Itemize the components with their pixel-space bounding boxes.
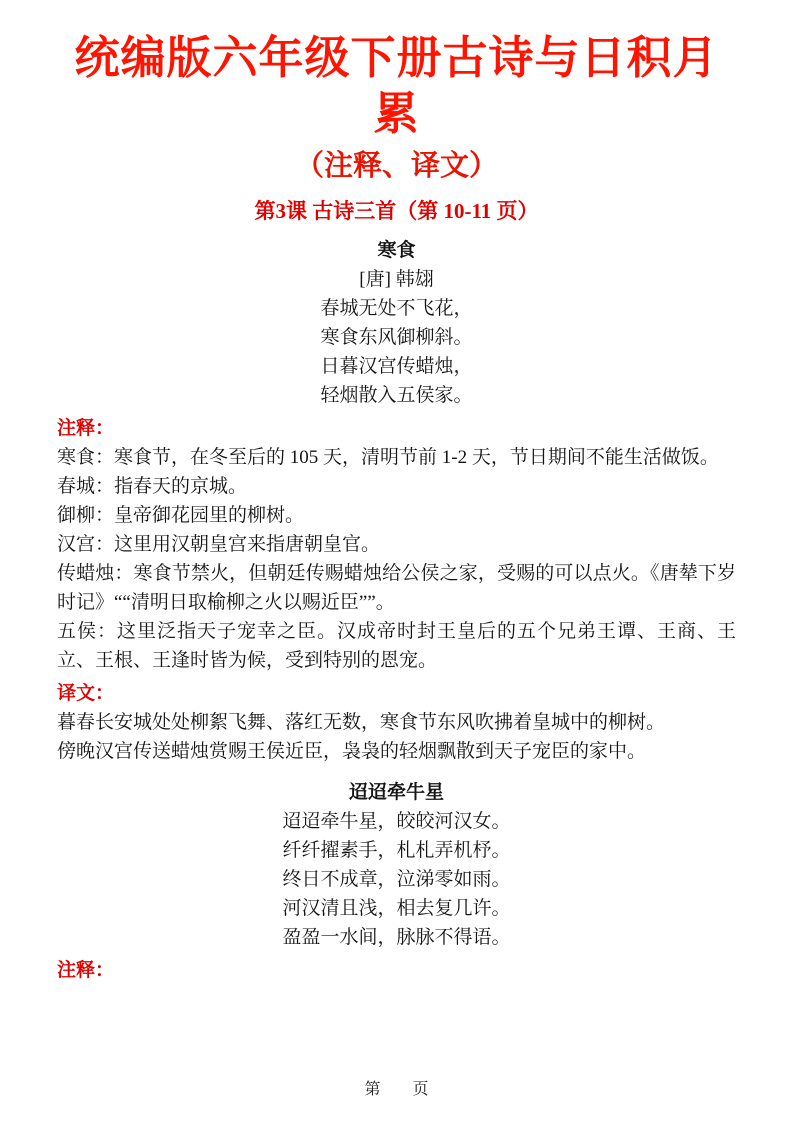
page-subtitle: （注释、译文） xyxy=(294,150,498,182)
page-number-label: 第 页 xyxy=(364,1081,429,1098)
poem-author: [唐] 韩翃 xyxy=(359,269,434,290)
poem-line: 迢迢牵牛星，皎皎河汉女。 xyxy=(282,811,511,832)
poem-line: 寒食东风御柳斜。 xyxy=(320,327,473,348)
poem-line: 河汉清且浅，相去复几许。 xyxy=(282,898,511,919)
annotations-list xyxy=(57,443,736,675)
poem-line: 盈盈一水间，脉脉不得语。 xyxy=(282,927,511,948)
annotation-item: 汉宫：这里用汉朝皇宫来指唐朝皇官。 xyxy=(57,534,381,555)
poem-title: 寒食 xyxy=(377,240,416,261)
poem-line: 轻烟散入五侯家。 xyxy=(320,385,473,406)
poem-line: 日暮汉宫传蜡烛， xyxy=(320,356,473,377)
poem-line: 纤纤擢素手，札札弄机杼。 xyxy=(282,840,511,861)
translation-label: 译文： xyxy=(57,683,115,704)
poem-line: 春城无处不飞花， xyxy=(320,298,473,319)
annotations-label: 注释： xyxy=(57,418,115,439)
annotation-item: 御柳：皇帝御花园里的柳树。 xyxy=(57,505,305,526)
poem-title: 迢迢牵牛星 xyxy=(348,782,444,803)
page-title: 统编版六年级下册古诗与日积月累 xyxy=(74,32,719,139)
poem-hanshi xyxy=(57,236,736,410)
poem-tiaotiao xyxy=(57,778,736,952)
annotation-item: 春城：指春天的京城。 xyxy=(57,476,248,497)
translation-text xyxy=(57,708,736,766)
poem-line: 终日不成章，泣涕零如雨。 xyxy=(282,869,511,890)
annotations-label: 注释： xyxy=(57,960,115,981)
translation-paragraph: 傍晚汉宫传送蜡烛赏赐王侯近臣，袅袅的轻烟飘散到天子宠臣的家中。 xyxy=(57,741,647,762)
annotation-item: 传蜡烛：寒食节禁火，但朝廷传赐蜡烛给公侯之家，受赐的可以点火。《唐辇下岁时记》““清明日取榆柳之火以赐近臣””。 xyxy=(57,563,736,613)
annotation-item: 寒食：寒食节，在冬至后的 105 天，清明节前 1-2 天，节日期间不能生活做饭。 xyxy=(57,447,719,468)
translation-paragraph: 暮春长安城处处柳絮飞舞、落红无数，寒食节东风吹拂着皇城中的柳树。 xyxy=(57,712,666,733)
lesson-heading: 第3课 古诗三首（第 10-11 页） xyxy=(254,199,539,223)
annotation-item: 五侯：这里泛指天子宠幸之臣。汉成帝时封王皇后的五个兄弟王谭、王商、王立、王根、王逢时皆为候，受到特别的恩宠。 xyxy=(57,621,736,671)
